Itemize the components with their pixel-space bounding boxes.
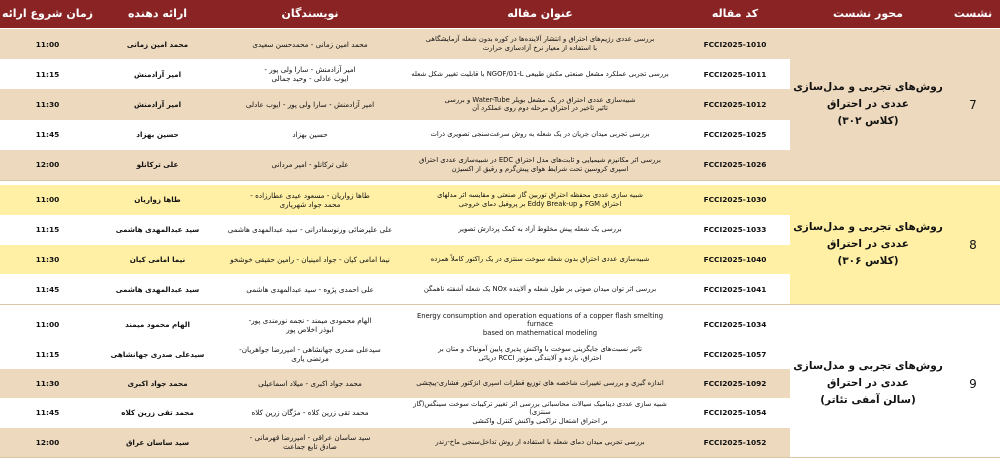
table-row (0, 215, 790, 245)
paper-title-line: شبیه‌سازی عددی احتراق بدون شعله سوخت سنتزی در یک راکتور کاملاً همزده (430, 255, 650, 264)
paper-authors (220, 274, 400, 304)
session-axis-line: عددی در احتراق (827, 238, 909, 251)
paper-start-time: 12:00 (35, 160, 60, 170)
paper-authors-line: نیما امامی کیان - جواد امینیان - رامین حقیقی خوشخو (230, 254, 390, 264)
paper-title-line: Energy consumption and operation equations of a copper flash smelting furnace (416, 311, 664, 329)
paper-code: FCCI2025-1057 (703, 349, 767, 359)
paper-start-time: 11:15 (35, 349, 60, 359)
paper-title-text (416, 379, 663, 388)
table-row (0, 339, 790, 368)
paper-presenter: سید عبدالمهدی هاشمی (115, 225, 200, 235)
table-row (0, 245, 790, 275)
paper-presenter: محمد جواد اکبری (127, 378, 188, 388)
paper-authors (220, 59, 400, 89)
paper-authors (220, 428, 400, 457)
session-axis-cell (790, 29, 946, 180)
paper-authors-text (258, 379, 362, 388)
paper-authors (220, 89, 400, 119)
paper-code: FCCI2025-1010 (703, 39, 767, 49)
table-row (0, 59, 790, 89)
paper-authors (220, 310, 400, 339)
paper-authors-line: ابوذر اخلاص پور (286, 324, 334, 334)
paper-title-text (445, 96, 636, 114)
paper-title-text (430, 130, 649, 139)
paper-start-time: 11:45 (35, 284, 60, 294)
header-session: نشست (953, 7, 993, 20)
paper-authors (220, 369, 400, 398)
paper-title-line: بررسی عددی رژیم‌های احتراق و انتشار آلاینده‌ها در کوره بدون شعله آزمایشگاهی (425, 35, 655, 44)
paper-authors-text (239, 345, 381, 363)
session-axis (793, 219, 943, 270)
paper-start-time: 11:30 (35, 99, 60, 109)
table-header (0, 0, 1000, 28)
paper-title (400, 150, 680, 180)
session-axis-line: (کلاس ۳۰۲) (837, 115, 899, 127)
paper-title (400, 185, 680, 215)
session-axis-line: عددی در احتراق (827, 98, 909, 110)
paper-start-time: 11:00 (35, 195, 60, 205)
paper-authors (220, 150, 400, 180)
session-axis-line: (سالن آمفی تئاتر) (820, 394, 916, 406)
paper-authors (220, 120, 400, 150)
session-axis-line: روش‌های تجربی و مدل‌سازی (793, 221, 943, 234)
paper-presenter: نیما امامی کیان (129, 254, 186, 264)
paper-title-line: تاثیر تاخیر در احتراق مرحله دوم روی عملکرد آن (472, 104, 608, 113)
paper-presenter: محمد تقی زرین کلاه (121, 408, 194, 418)
paper-title-text (437, 191, 643, 209)
paper-title-text (426, 35, 654, 53)
table-row (0, 274, 790, 304)
paper-authors-line: علی احمدی پژوه - سید عبدالمهدی هاشمی (246, 284, 374, 294)
paper-authors-text (251, 408, 368, 417)
paper-start-time: 11:45 (35, 130, 60, 140)
paper-start-time: 11:15 (35, 69, 60, 79)
session-number-cell (946, 185, 1000, 304)
paper-authors-text (252, 40, 367, 49)
paper-title-line: احتراق FGM و Eddy Break-up بر پروفیل دمای خروجی (458, 199, 622, 208)
paper-title-line: بررسی تجربی عملکرد مشعل صنعتی مکش طبیعی NGOF/01-L با قابلیت تغییر شکل شعله (411, 69, 669, 78)
paper-title (400, 215, 680, 245)
paper-title (400, 398, 680, 427)
paper-title-text (404, 312, 676, 338)
paper-authors-line: امیر آزادمنش - سارا ولی پور - ایوب عادلی (245, 99, 375, 109)
session-number: 7 (969, 97, 977, 112)
table-row (0, 185, 790, 215)
paper-authors-text (246, 100, 374, 109)
header-authors: نویسندگان (281, 7, 339, 20)
paper-title-text (419, 156, 661, 174)
paper-presenter: محمد امین زمانی (126, 39, 189, 49)
paper-start-time: 11:15 (35, 225, 60, 235)
paper-title-text (411, 70, 668, 79)
paper-start-time: 11:30 (35, 378, 60, 388)
paper-code: FCCI2025-1033 (703, 225, 767, 235)
paper-title-line: بررسی تجربی میدان جریان در یک شعله به روش سرعت‌سنجی تصویری ذرات (430, 130, 650, 139)
session-axis (793, 79, 943, 130)
paper-title (400, 428, 680, 457)
paper-authors-line: محمد جواد اکبری - میلاد اسماعیلی (258, 378, 362, 388)
paper-presenter: سید عبدالمهدی هاشمی (115, 284, 200, 294)
paper-start-time: 11:30 (35, 254, 60, 264)
paper-title-line: بر احتراق اشتعال تراکمی واکنش کنترل واکنشی (472, 417, 608, 426)
paper-title-line: تاثیر نسبت‌های جایگزینی سوخت با واکنش پذیری پایین آمونیاک و متان بر (438, 345, 642, 354)
paper-presenter: سیدعلی صدری جهانشاهی (110, 349, 205, 359)
paper-authors-text (246, 285, 374, 294)
paper-presenter: الهام محمود میمند (125, 320, 190, 330)
header-title: عنوان مقاله (507, 7, 573, 20)
paper-title-line: بررسی اثر مکانیزم شیمیایی و ثابت‌های مدل احتراق EDC در شبیه‌سازی عددی احتراق (419, 156, 661, 165)
table-row (0, 29, 790, 59)
paper-authors-line: طاها زواریان - مسعود عیدی عطارزاده - (250, 190, 370, 200)
paper-title (400, 369, 680, 398)
paper-authors (220, 245, 400, 275)
paper-title (400, 274, 680, 304)
paper-title-line: اسپری کروسین تحت شرایط هوای پیش‌گرم و رقیق از اکسیژن (451, 164, 629, 173)
paper-code: FCCI2025-1025 (703, 130, 767, 140)
table-row (0, 398, 790, 427)
paper-title-line: بررسی تجربی میدان دمای شعله با استفاده از روش تداخل‌سنجی ماخ-زندر (435, 437, 645, 446)
paper-presenter: امیر آزادمنش (133, 69, 182, 79)
paper-code: FCCI2025-1054 (703, 408, 767, 418)
paper-title (400, 89, 680, 119)
paper-presenter: حسین بهزاد (136, 130, 179, 140)
paper-title-line: شبیه‌سازی عددی احتراق در یک مشعل بویلر Water-Tube و بررسی (444, 95, 636, 104)
paper-authors-text (250, 433, 371, 451)
paper-start-time: 11:00 (35, 320, 60, 330)
paper-code: FCCI2025-1034 (703, 320, 767, 330)
paper-title-line: اندازه گیری و بررسی تغییرات شاخصه های توزیع قطرات اسپری انژکتور فشاری-پیچشی (416, 379, 664, 388)
paper-title-text (404, 400, 676, 426)
paper-title-text (438, 345, 642, 363)
paper-presenter: طاها زواریان (134, 195, 181, 205)
paper-authors-line: صادق تابع جماعت (283, 442, 337, 452)
paper-authors-line: سیدعلی صدری جهانشاهی - امیررضا جواهریان- (239, 345, 381, 355)
paper-title-text (424, 285, 656, 294)
session-axis (793, 358, 943, 409)
paper-start-time: 12:00 (35, 437, 60, 447)
paper-title-line: بررسی اثر توان میدان صوتی بر طول شعله و آلاینده NOx یک شعله آشفته ناهمگن (423, 284, 657, 293)
session-axis-cell (790, 310, 946, 457)
paper-authors-line: امیر آزادمنش - سارا ولی پور - (264, 65, 356, 75)
paper-code: FCCI2025-1011 (703, 69, 767, 79)
paper-authors-text (249, 316, 372, 334)
paper-authors-text (271, 160, 348, 169)
header-axis: محور نشست (833, 7, 903, 20)
paper-title-line: شبیه سازی عددی دینامیک سیالات محاسباتی بررسی اثر تغییر ترکیبات سوخت سینگس(گاز سنتزی) (413, 399, 667, 417)
paper-title (400, 120, 680, 150)
table-row (0, 120, 790, 150)
paper-title-line: احتراق، بازده و آلایندگی موتور RCCI دریائی (478, 354, 602, 363)
paper-authors-line: حسین بهزاد (292, 130, 328, 140)
paper-authors (220, 185, 400, 215)
paper-title (400, 245, 680, 275)
paper-authors (220, 29, 400, 59)
paper-authors-text (250, 191, 369, 209)
paper-start-time: 11:00 (35, 39, 60, 49)
paper-code: FCCI2025-1030 (703, 195, 767, 205)
paper-presenter: علی ترکانلو (136, 160, 179, 170)
paper-code: FCCI2025-1026 (703, 160, 767, 170)
paper-title-line: بررسی یک شعله پیش مخلوط آزاد به کمک پردازش تصویر (458, 225, 622, 234)
paper-authors (220, 215, 400, 245)
header-presenter: ارائه دهنده (127, 7, 188, 20)
paper-authors-text (264, 65, 355, 83)
paper-title-text (458, 225, 621, 234)
session-axis-line: عددی در احتراق (827, 377, 909, 389)
paper-title-text (435, 438, 644, 447)
paper-authors-line: علی ترکانلو - امیر مردانی (271, 160, 349, 170)
paper-title (400, 339, 680, 368)
paper-authors-text (228, 225, 393, 234)
paper-authors-line: محمد امین زمانی - محمدحسن سعیدی (252, 39, 368, 49)
table-row (0, 428, 790, 457)
header-time: زمان شروع ارائه (1, 7, 93, 20)
table-row (0, 89, 790, 119)
paper-authors-text (230, 255, 390, 264)
paper-title-text (431, 255, 650, 264)
paper-authors (220, 339, 400, 368)
table-row (0, 310, 790, 339)
session-axis-line: روش‌های تجربی و مدل‌سازی (793, 360, 943, 372)
paper-code: FCCI2025-1012 (703, 99, 767, 109)
session-number-cell (946, 310, 1000, 457)
paper-authors-line: ایوب عادلی - وحید جمالی (271, 74, 349, 84)
session-axis-line: (کلاس ۳۰۶) (837, 255, 899, 268)
paper-authors-line: سید ساسان عراقی - امیررضا قهرمانی - (249, 433, 371, 443)
paper-authors-line: محمد جواد شهریاری (279, 199, 341, 209)
paper-title-line: با استفاده از معیار نرخ آزادسازی حرارت (482, 44, 598, 53)
paper-title (400, 29, 680, 59)
paper-presenter: امیر آزادمنش (133, 99, 182, 109)
paper-authors-line: محمد تقی زرین کلاه - مژگان زرین کلاه (251, 408, 369, 418)
paper-authors-line: مرتضی یاری (291, 354, 329, 364)
paper-presenter: سید ساسان عراق (125, 437, 190, 447)
paper-title-line: شبیه سازی عددی محفظه احتراق توربین گاز صنعتی و مقایسه اثر مدلهای (437, 191, 643, 200)
table-row (0, 369, 790, 398)
paper-title (400, 59, 680, 89)
session-separator (0, 180, 1000, 181)
paper-authors-line: الهام محمودی میمند - نجمه نورمندی پور- (248, 315, 372, 325)
session-separator (0, 304, 1000, 305)
session-axis-cell (790, 185, 946, 304)
paper-authors (220, 398, 400, 427)
session-number: 9 (969, 376, 977, 391)
session-axis-line: روش‌های تجربی و مدل‌سازی (793, 81, 943, 93)
table-row (0, 150, 790, 180)
paper-title (400, 310, 680, 339)
paper-code: FCCI2025-1040 (703, 254, 767, 264)
paper-code: FCCI2025-1041 (703, 284, 767, 294)
header-code: کد مقاله (711, 7, 759, 20)
session-number-cell (946, 29, 1000, 180)
paper-start-time: 11:45 (35, 408, 60, 418)
paper-code: FCCI2025-1052 (703, 437, 767, 447)
paper-authors-text (292, 130, 327, 139)
session-number: 8 (969, 237, 977, 252)
paper-code: FCCI2025-1092 (703, 378, 767, 388)
paper-title-line: based on mathematical modeling (482, 329, 598, 338)
paper-authors-line: علی علیرضائی ورنوسفادرانی - سید عبدالمهدی هاشمی (227, 225, 393, 235)
